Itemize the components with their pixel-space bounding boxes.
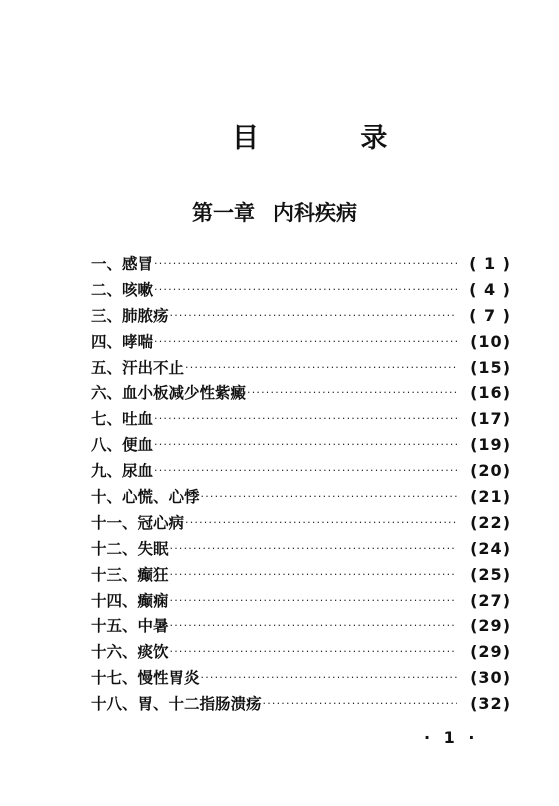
toc-entry-label: 五、汗出不止 — [91, 358, 185, 377]
toc-entry-page: ( 1 ) — [469, 254, 511, 273]
toc-entry-label: 三、肺脓疡 — [91, 306, 169, 325]
dot-leader — [263, 697, 457, 710]
toc-entry[interactable] — [91, 433, 511, 459]
toc-entry[interactable] — [91, 485, 511, 511]
dot-leader — [154, 438, 457, 451]
toc-entry[interactable] — [91, 252, 511, 278]
dot-leader — [154, 464, 457, 477]
toc-entry[interactable] — [91, 614, 511, 640]
toc-entry-page: (25) — [470, 564, 511, 584]
toc-entry-page: (16) — [470, 383, 511, 403]
toc-entry-page: (10) — [470, 331, 511, 351]
toc-entry-page: (24) — [470, 538, 511, 558]
toc-entry-label: 八、便血 — [91, 436, 154, 455]
toc-entry-page: (29) — [470, 642, 511, 662]
toc-entry-page: (30) — [470, 668, 511, 688]
toc-entry-label: 十八、胃、十二指肠溃疡 — [91, 695, 262, 714]
toc-entry[interactable] — [91, 563, 511, 589]
toc-entry-page: (22) — [470, 512, 511, 532]
toc-entry-label: 十四、癫痫 — [91, 591, 169, 610]
toc-entry[interactable] — [91, 692, 511, 718]
toc-entry[interactable] — [91, 278, 511, 304]
toc-entry-page: (27) — [470, 590, 511, 610]
dot-leader — [170, 594, 457, 607]
toc-entry-page: (20) — [470, 461, 511, 481]
chapter-heading — [192, 197, 357, 227]
toc-entry-page: (15) — [470, 357, 511, 377]
chapter-name: 内科疾病 — [273, 201, 357, 225]
toc-entry[interactable] — [91, 459, 511, 485]
toc-entry-label: 七、吐血 — [91, 410, 154, 429]
toc-entry-label: 十一、冠心病 — [91, 513, 185, 532]
dot-leader — [201, 490, 457, 503]
toc-entry[interactable] — [91, 407, 511, 433]
toc-entry-page: ( 7 ) — [469, 305, 511, 325]
toc-entry-label: 二、咳嗽 — [91, 280, 154, 299]
dot-leader — [185, 361, 457, 374]
dot-leader — [185, 516, 457, 529]
dot-leader — [247, 386, 457, 399]
toc-entry-page: (29) — [470, 616, 511, 636]
toc-entry[interactable] — [91, 640, 511, 666]
table-of-contents — [91, 252, 511, 718]
toc-entry-label: 十七、慢性胃炎 — [91, 669, 200, 688]
dot-leader — [154, 283, 457, 296]
toc-entry-label: 六、血小板减少性紫癜 — [91, 384, 247, 403]
toc-entry[interactable] — [91, 304, 511, 330]
toc-entry[interactable] — [91, 330, 511, 356]
toc-entry-label: 九、尿血 — [91, 462, 154, 481]
dot-leader — [154, 335, 457, 348]
toc-entry[interactable] — [91, 666, 511, 692]
dot-leader — [170, 619, 457, 632]
toc-entry[interactable] — [91, 537, 511, 563]
dot-leader — [170, 568, 457, 581]
toc-entry-page: (21) — [470, 487, 511, 507]
toc-entry[interactable] — [91, 356, 511, 382]
toc-entry[interactable] — [91, 589, 511, 615]
dot-leader — [170, 542, 457, 555]
toc-entry-page: ( 4 ) — [469, 279, 511, 299]
toc-entry-label: 一、感冒 — [91, 255, 154, 273]
toc-entry-label: 十三、癫狂 — [91, 565, 169, 584]
page-number: · 1 · — [424, 728, 479, 747]
dot-leader — [154, 257, 457, 270]
toc-entry[interactable] — [91, 511, 511, 537]
toc-entry-label: 十、心慌、心悸 — [91, 488, 200, 507]
toc-entry-page: (17) — [470, 409, 511, 429]
toc-entry-page: (19) — [470, 435, 511, 455]
toc-entry-label: 四、哮喘 — [91, 332, 154, 351]
page-title: 目 录 — [232, 123, 434, 154]
chapter-number: 第一章 — [192, 201, 255, 225]
dot-leader — [170, 645, 457, 658]
toc-entry-label: 十六、痰饮 — [91, 643, 169, 662]
dot-leader — [170, 309, 457, 322]
toc-entry-page: (32) — [470, 694, 511, 714]
toc-entry[interactable] — [91, 381, 511, 407]
dot-leader — [154, 412, 457, 425]
toc-entry-label: 十二、失眠 — [91, 539, 169, 558]
dot-leader — [201, 671, 457, 684]
toc-entry-label: 十五、中暑 — [91, 617, 169, 636]
